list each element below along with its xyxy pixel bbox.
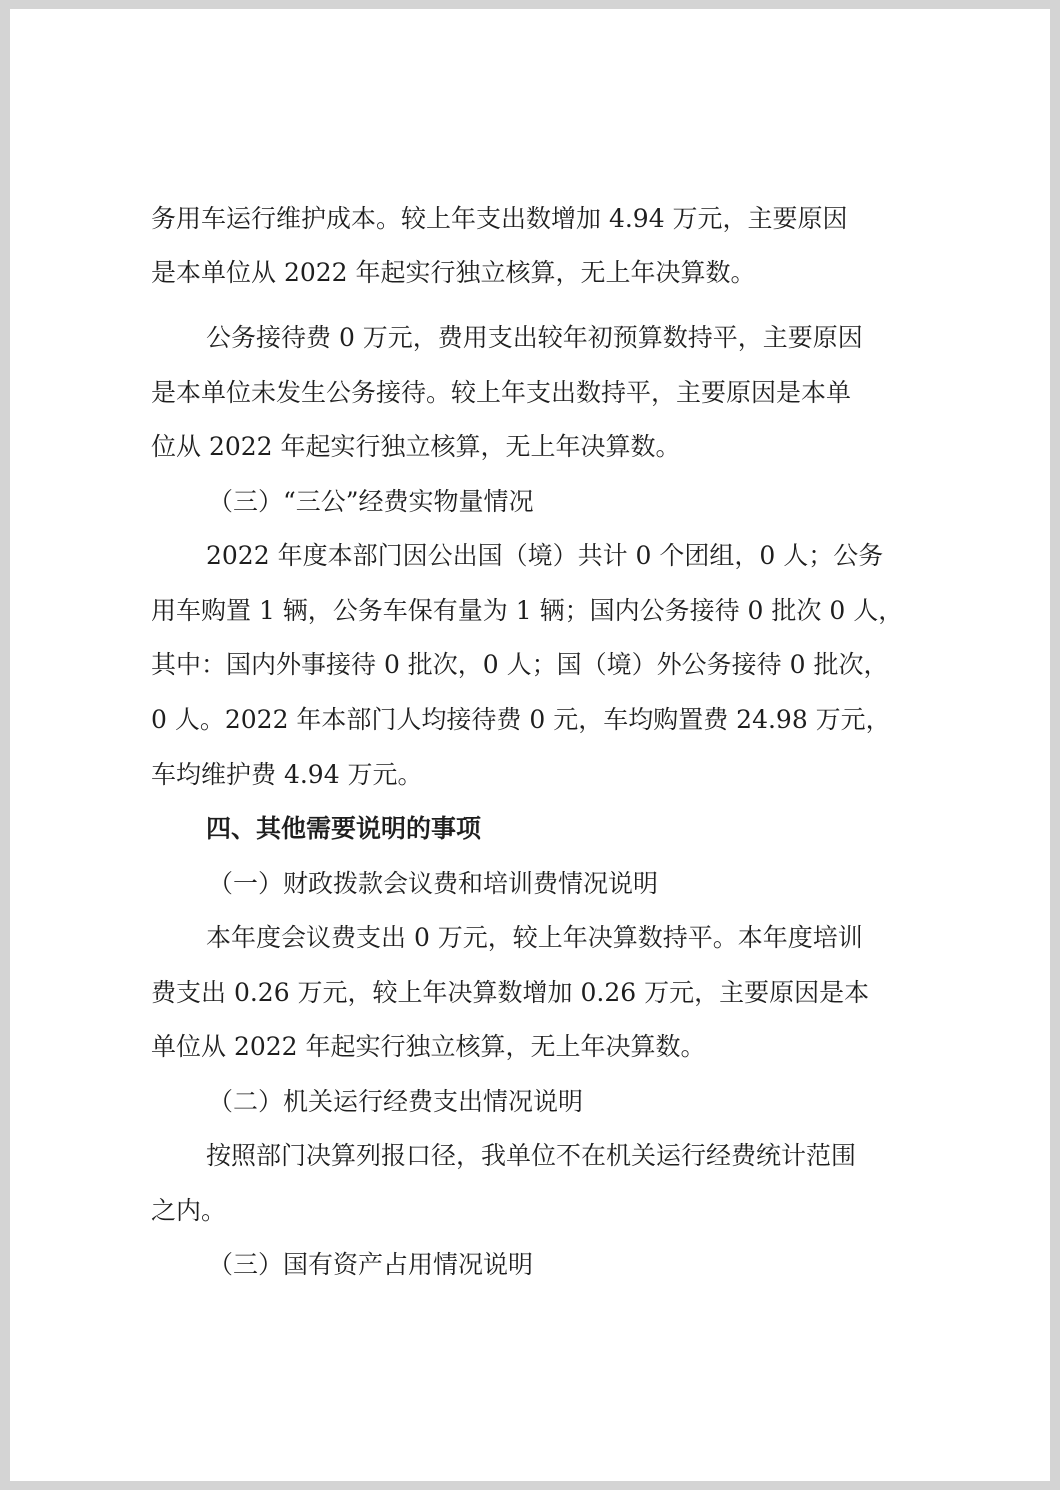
paragraph-line: 位从 2022 年起实行独立核算，无上年决算数。 [151,432,681,461]
paragraph-line: 是本单位未发生公务接待。较上年支出数持平，主要原因是本单 [151,378,852,407]
paragraph-line: 单位从 2022 年起实行独立核算，无上年决算数。 [151,1032,706,1061]
paragraph-line: 其中：国内外事接待 0 批次，0 人；国（境）外公务接待 0 批次， [151,650,889,679]
section-heading: （一）财政拨款会议费和培训费情况说明 [208,869,659,898]
section-heading: （三）国有资产占用情况说明 [208,1250,534,1279]
paragraph-line: 务用车运行维护成本。较上年支出数增加 4.94 万元，主要原因 [151,204,848,233]
paragraph-line: 费支出 0.26 万元，较上年决算数增加 0.26 万元，主要原因是本 [151,978,870,1007]
paragraph-line: 是本单位从 2022 年起实行独立核算，无上年决算数。 [151,258,756,287]
paragraph-line: 车均维护费 4.94 万元。 [151,760,423,789]
paragraph-line: 2022 年度本部门因公出国（境）共计 0 个团组，0 人；公务 [206,541,884,570]
paragraph-line: 之内。 [151,1196,227,1225]
section-heading: （三）“三公”经费实物量情况 [208,487,534,516]
chapter-heading: 四、其他需要说明的事项 [206,814,482,843]
section-heading: （二）机关运行经费支出情况说明 [208,1087,584,1116]
paragraph-line: 公务接待费 0 万元，费用支出较年初预算数持平，主要原因 [206,323,863,352]
paragraph-line: 0 人。2022 年本部门人均接待费 0 元，车均购置费 24.98 万元， [151,705,891,734]
document-page [10,9,1050,1481]
paragraph-line: 按照部门决算列报口径，我单位不在机关运行经费统计范围 [206,1141,857,1170]
paragraph-line: 本年度会议费支出 0 万元，较上年决算数持平。本年度培训 [206,923,863,952]
paragraph-line: 用车购置 1 辆，公务车保有量为 1 辆；国内公务接待 0 批次 0 人， [151,596,904,625]
